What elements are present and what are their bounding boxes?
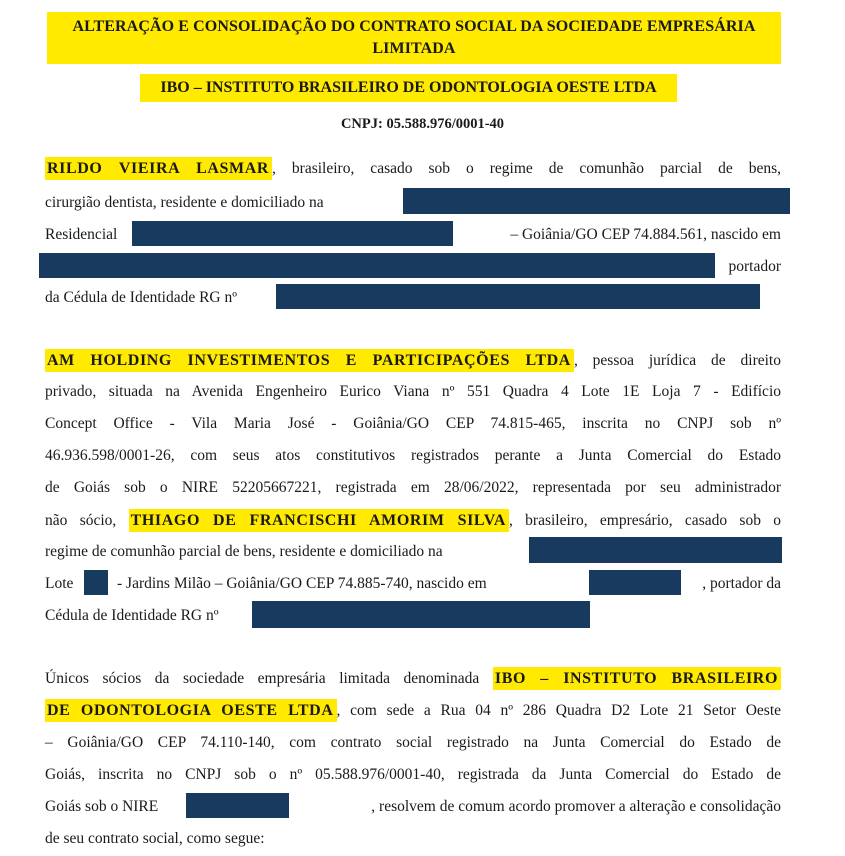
title-line-1: ALTERAÇÃO E CONSOLIDAÇÃO DO CONTRATO SOCIAL DA SOCIEDADE EMPRESÁRIA [72, 18, 756, 35]
redacted-rg-2 [252, 601, 590, 628]
redacted-birth-info [39, 253, 715, 278]
document-title [47, 12, 781, 64]
partner2-line-1: AM HOLDING INVESTIMENTOS E PARTICIPAÇÕES LTDA , pessoa jurídica de direito [45, 350, 781, 372]
redacted-address-2 [529, 537, 782, 563]
redacted-birth-date [589, 570, 681, 595]
partner2-line-3: Concept Office - Vila Maria José - Goiânia/GO CEP 74.815-465, inscrita no CNPJ sob nº [45, 415, 781, 432]
redacted-rg [276, 284, 760, 309]
document-page: ALTERAÇÃO E CONSOLIDAÇÃO DO CONTRATO SOCIAL DA SOCIEDADE EMPRESÁRIA LIMITADA IBO – INSTITUTO BRASILEIRO DE ODONTOLOGIA OESTE LTDA CNPJ: 05.588.976/0001-40 RILDO VIEIRA LASMAR , brasileiro, casado sob o regime de comunhão parcial de bens, cirurgião dentista, residente e domiciliado na Residencial – Goiânia/GO CEP 74.884.561, nascido em portador da Cédula de Identidade RG nº AM HOLDING INVESTIMENTOS E PARTICIPAÇÕES LTDA , pessoa jurídica de direito privado, situada na Avenida Engenheiro Eurico Viana nº 551 Quadra 4 Lote 1E Loja 7 - Edifício Concept Office - Vila Maria José - Goiânia/GO CEP 74.815-465, inscrita no CNPJ sob nº 46.936.598/0001-26, com seus atos constitutivos registrados perante a Junta Comercial do Estado de Goiás sob o NIRE 52205667221, registrada em 28/06/2022, representada por seu administrador não sócio, THIAGO DE FRANCISCHI AMORIM SILVA , brasileiro, empresário, casado sob o regime de comunhão parcial de bens, residente e domiciliado na Lote - Jardins Milão – Goiânia/GO CEP 74.885-740, nascido em , portador da Cédula de Identidade RG nº Únicos sócios da sociedade empresária limitada denominada IBO – INSTITUTO BRASILEIRO DE ODONTOLOGIA OESTE LTDA , com sede a Rua 04 nº 286 Quadra D2 Lote 21 Setor Oeste – Goiânia/GO CEP 74.110-140, com contrato social registrado na Junta Comercial do Estado de Goiás, inscrita no CNPJ sob o nº 05.588.976/0001-40, registrada da Junta Comercial do Estado de Goiás sob o NIRE , resolvem de comum acordo promover a alteração e consolidação de seu contrato social, como segue: [0, 0, 845, 856]
company-name-part-1: IBO – INSTITUTO BRASILEIRO [493, 667, 781, 690]
partner1-line-1: RILDO VIEIRA LASMAR , brasileiro, casado sob o regime de comunhão parcial de bens, [45, 158, 781, 180]
closing-line-5: Goiás sob o NIRE , resolvem de comum acordo promover a alteração e consolidação [45, 796, 781, 818]
redacted-lot [84, 570, 108, 595]
partner2-line-4: 46.936.598/0001-26, com seus atos constitutivos registrados perante a Junta Comercial do Estado [45, 447, 781, 464]
closing-line-6: de seu contrato social, como segue: [45, 830, 265, 847]
partner1-line-5: da Cédula de Identidade RG nº [45, 287, 781, 309]
partner1-line-2: cirurgião dentista, residente e domiciliado na [45, 192, 781, 214]
redacted-nire [186, 793, 289, 818]
closing-line-3: – Goiânia/GO CEP 74.110-140, com contrato social registrado na Junta Comercial do Estado de [45, 734, 781, 751]
company-title: IBO – INSTITUTO BRASILEIRO DE ODONTOLOGIA OESTE LTDA [140, 74, 677, 102]
representative-name: THIAGO DE FRANCISCHI AMORIM SILVA [129, 509, 509, 532]
company-cnpj: CNPJ: 05.588.976/0001-40 [340, 116, 505, 132]
partner2-line-2: privado, situada na Avenida Engenheiro Eurico Viana nº 551 Quadra 4 Lote 1E Loja 7 - Edifício [45, 383, 781, 400]
partner2-line-8: Lote - Jardins Milão – Goiânia/GO CEP 74.885-740, nascido em , portador da [45, 573, 781, 595]
partner2-name: AM HOLDING INVESTIMENTOS E PARTICIPAÇÕES LTDA [45, 349, 574, 372]
redacted-address [403, 188, 790, 214]
closing-line-4: Goiás, inscrita no CNPJ sob o nº 05.588.976/0001-40, registrada da Junta Comercial do Estado de [45, 766, 781, 783]
company-name-part-2: DE ODONTOLOGIA OESTE LTDA [45, 699, 337, 722]
partner2-line-5: de Goiás sob o NIRE 52205667221, registrada em 28/06/2022, representada por seu administrador [45, 479, 781, 496]
redacted-residential [132, 221, 453, 246]
partner2-line-7: regime de comunhão parcial de bens, residente e domiciliado na [45, 541, 781, 563]
partner2-line-6: não sócio, THIAGO DE FRANCISCHI AMORIM SILVA , brasileiro, empresário, casado sob o [45, 510, 781, 532]
partner2-line-9: Cédula de Identidade RG nº [45, 605, 781, 627]
title-line-2: LIMITADA [372, 40, 456, 57]
closing-line-2: DE ODONTOLOGIA OESTE LTDA , com sede a Rua 04 nº 286 Quadra D2 Lote 21 Setor Oeste [45, 700, 781, 722]
closing-line-1: Únicos sócios da sociedade empresária limitada denominada IBO – INSTITUTO BRASILEIRO [45, 668, 781, 690]
partner1-line-3: Residencial – Goiânia/GO CEP 74.884.561, nascido em [45, 224, 781, 246]
partner1-name: RILDO VIEIRA LASMAR [45, 157, 272, 180]
